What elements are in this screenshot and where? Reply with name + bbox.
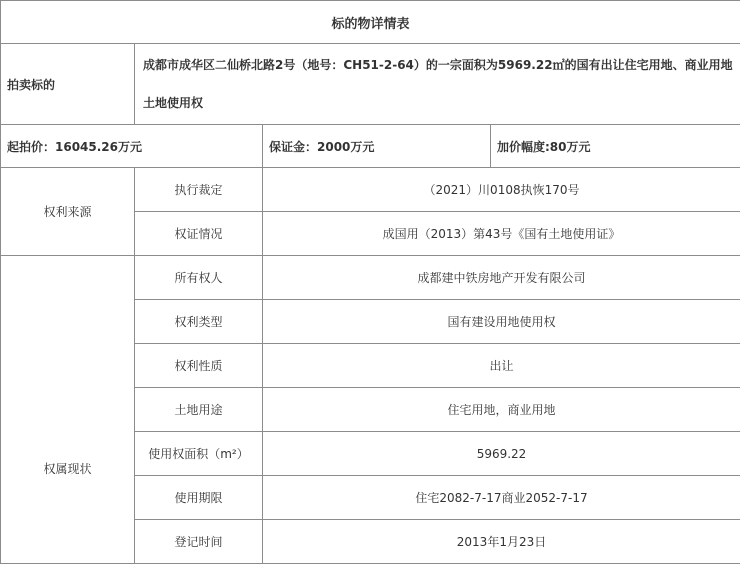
price-row xyxy=(1,125,740,168)
deposit: 保证金：2000万元 xyxy=(263,125,491,168)
starting-price: 起拍价：16045.26万元 xyxy=(1,125,263,168)
table-title-row xyxy=(1,1,740,44)
row-value: 住宅2082-7-17商业2052-7-17 xyxy=(263,476,740,520)
lot-row xyxy=(1,44,740,125)
table-row xyxy=(1,168,740,212)
row-value: 成都建中铁房地产开发有限公司 xyxy=(263,256,740,300)
rights-source-label: 权利来源 xyxy=(1,168,135,256)
row-value: 5969.22 xyxy=(263,432,740,476)
table-row xyxy=(1,256,740,300)
lot-label: 拍卖标的 xyxy=(1,44,135,125)
row-value: 住宅用地，商业用地 xyxy=(263,388,740,432)
row-key: 登记时间 xyxy=(135,520,263,564)
row-key: 权利类型 xyxy=(135,300,263,344)
row-key: 执行裁定 xyxy=(135,168,263,212)
row-key: 所有权人 xyxy=(135,256,263,300)
row-value: 成国用（2013）第43号《国有土地使用证》 xyxy=(263,212,740,256)
row-value: 国有建设用地使用权 xyxy=(263,300,740,344)
row-value: （2021）川0108执恢170号 xyxy=(263,168,740,212)
row-key: 权利性质 xyxy=(135,344,263,388)
bid-increment: 加价幅度:80万元 xyxy=(491,125,740,168)
table-title: 标的物详情表 xyxy=(1,1,740,44)
row-key: 土地用途 xyxy=(135,388,263,432)
row-key: 使用权面积（m²） xyxy=(135,432,263,476)
row-value: 出让 xyxy=(263,344,740,388)
lot-description: 成都市成华区二仙桥北路2号（地号：CH51-2-64）的一宗面积为5969.22㎡的国有出让住宅用地、商业用地土地使用权 xyxy=(135,44,740,125)
ownership-label: 权属现状 xyxy=(1,256,135,564)
row-key: 权证情况 xyxy=(135,212,263,256)
row-key: 使用期限 xyxy=(135,476,263,520)
row-value: 2013年1月23日 xyxy=(263,520,740,564)
